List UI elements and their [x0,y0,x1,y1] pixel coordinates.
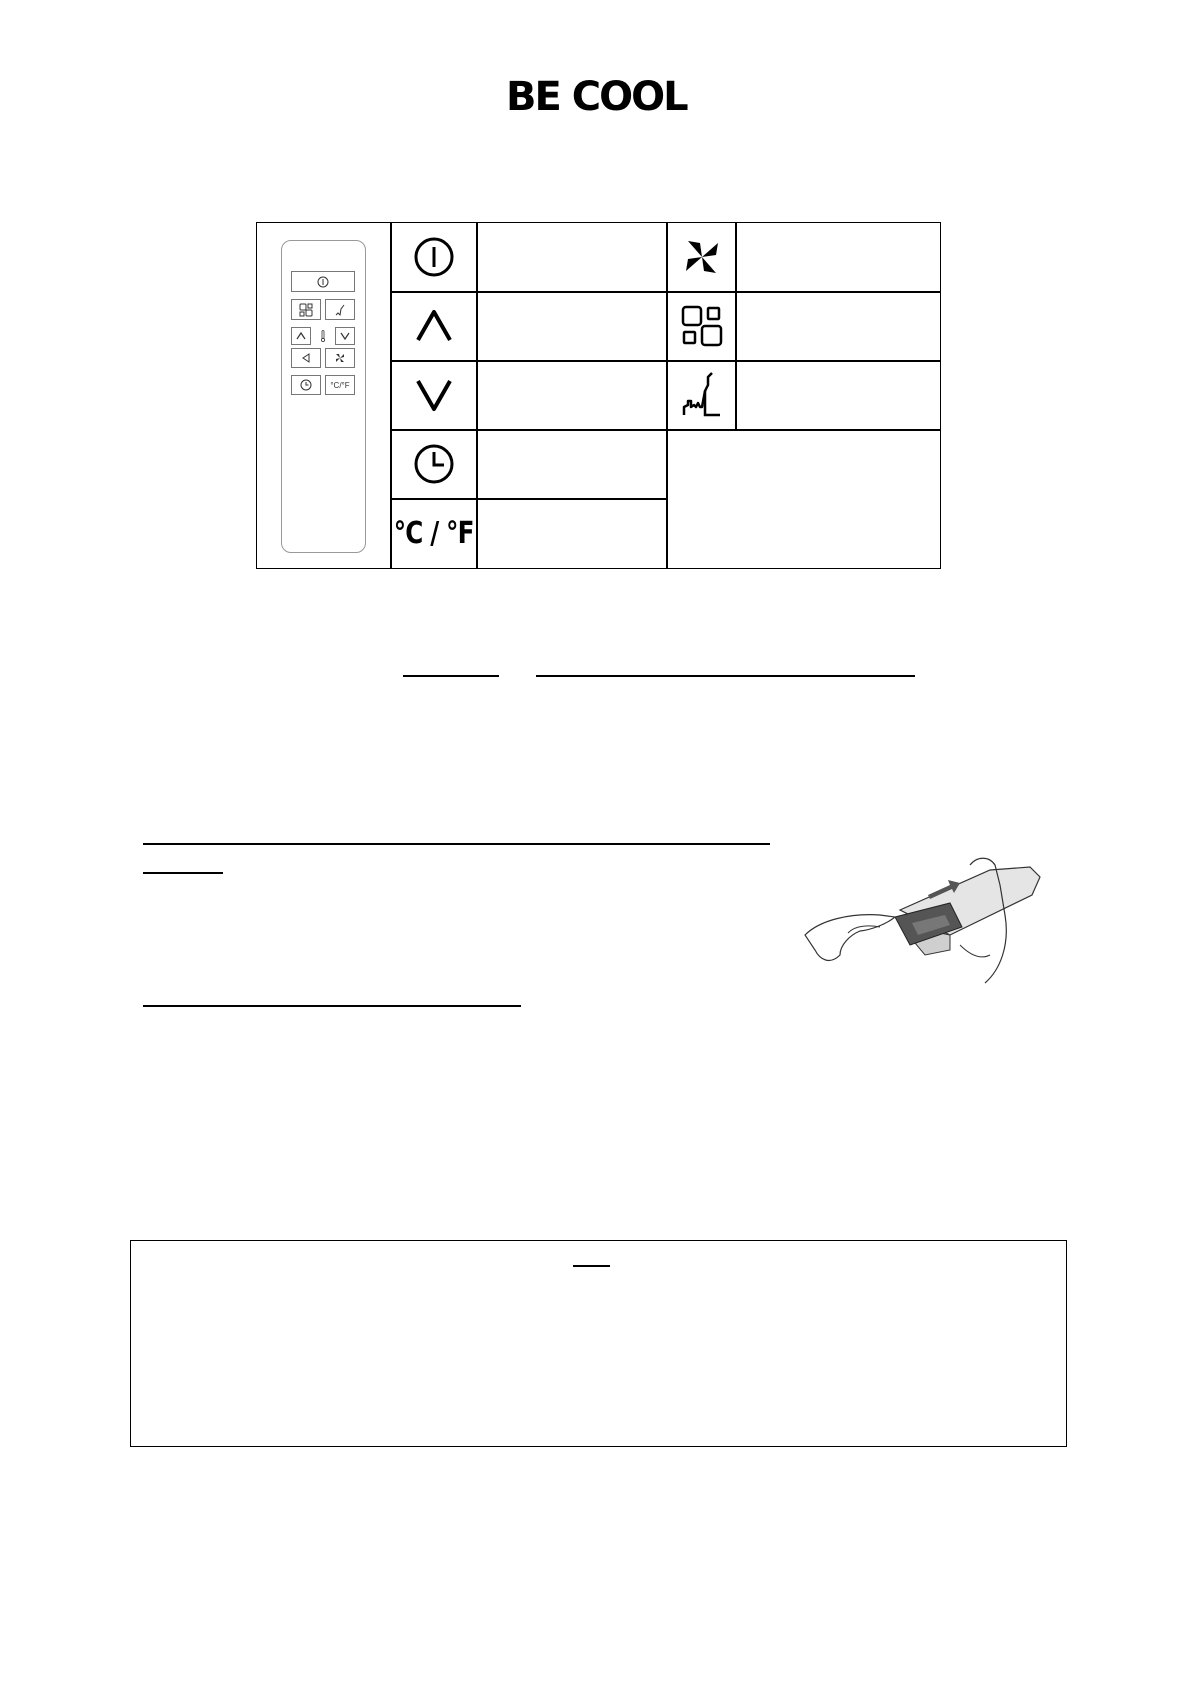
triangle-left-icon [301,353,311,363]
remote-mode-button [291,299,321,320]
remote-cf-label: °C/°F [330,380,350,390]
thermometer-icon [320,330,326,342]
remote-cf-button [325,375,355,395]
fan-icon [334,352,346,364]
table-divider [476,223,478,568]
brand-logo-svg [506,76,690,116]
chevron-down-icon [340,331,350,341]
brand-logo-text: BE COOL [506,76,687,116]
mode-icon [299,303,313,317]
remote-down-button [335,327,355,345]
fan-speed-icon [668,223,735,291]
remote-power-button [291,271,355,292]
underline [143,1005,521,1007]
underline [403,675,499,677]
mode-icon [668,292,735,360]
timer-icon [300,379,312,391]
remote-timer-button [291,375,321,395]
remote-left-button [291,348,321,368]
battery-cover-illustration [800,855,1050,985]
remote-control-illustration [281,240,366,553]
temperature-up-icon [392,292,476,360]
underline [143,843,770,845]
underline [536,675,915,677]
note-title-underline [573,1265,610,1267]
power-icon [392,223,476,291]
celsius-fahrenheit-label: °C / °F [394,516,474,551]
timer-icon [392,430,476,498]
table-divider [735,223,737,430]
celsius-fahrenheit-icon [392,499,476,568]
note-box [130,1240,1067,1447]
brand-logo [506,76,690,116]
power-icon [317,276,329,288]
swing-icon [333,303,347,317]
remote-thermometer-icon [313,327,333,345]
chevron-up-icon [296,331,306,341]
remote-up-button [291,327,311,345]
swing-icon [668,361,735,429]
remote-fan-button [325,348,355,368]
remote-button-table [256,222,941,569]
underline [143,872,223,874]
temperature-down-icon [392,361,476,429]
remote-swing-button [325,299,355,320]
